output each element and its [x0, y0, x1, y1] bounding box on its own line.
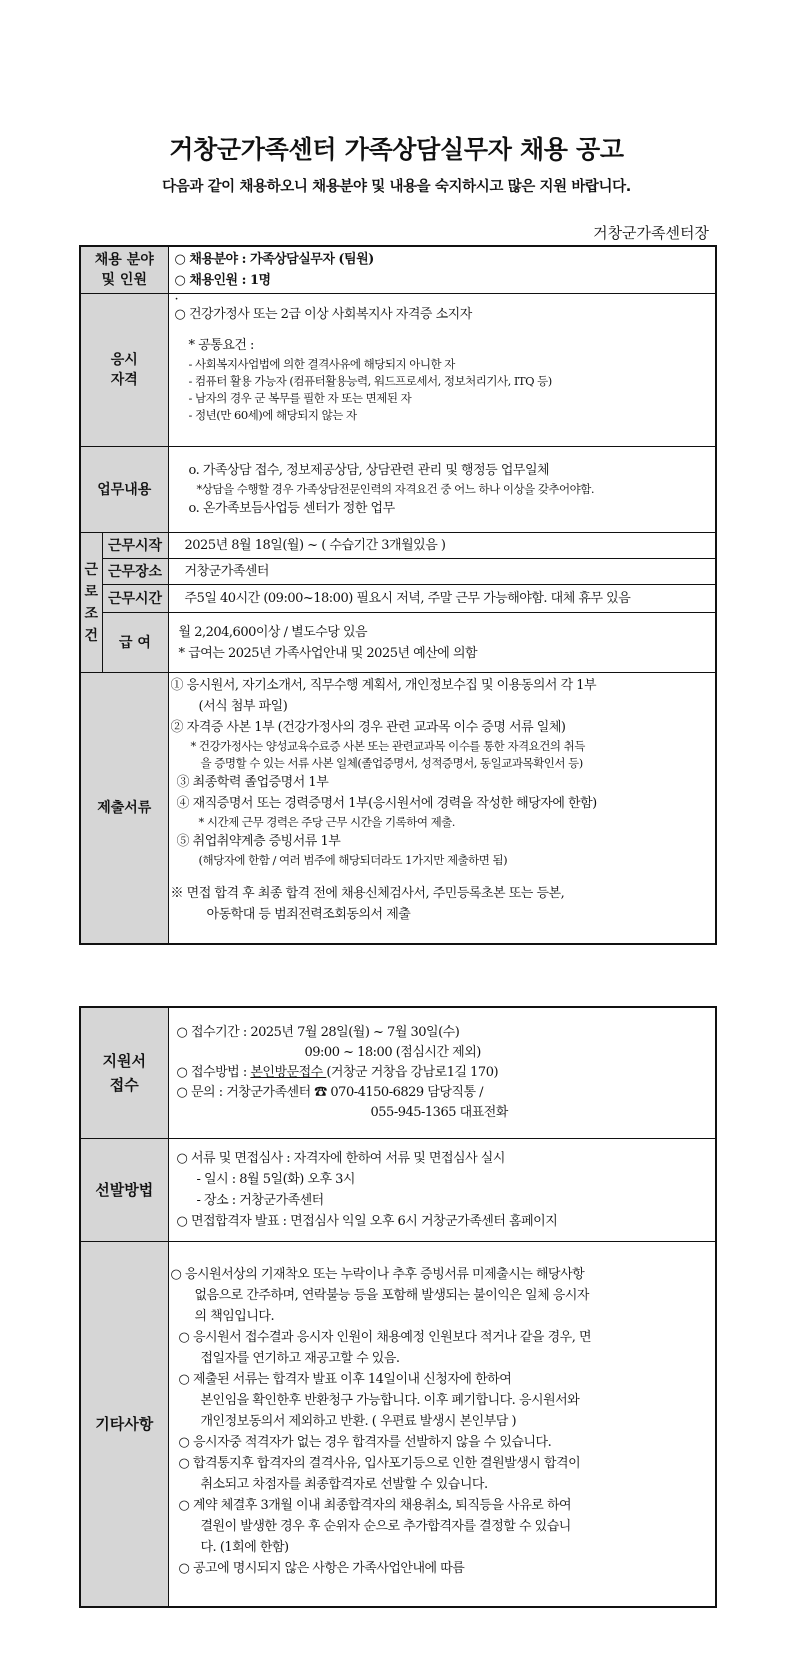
hours-value: 주5일 40시간 (09:00~18:00) 필요시 저녁, 주말 근무 가능해야함. 대체 휴무 있음 [168, 585, 716, 613]
duty-content: o. 가족상담 접수, 정보제공상담, 상담관련 관리 및 행정등 업무일체 *상담을 수행할 경우 가족상담전문인력의 자격요건 중 어느 하나 이상을 갖추어야함. o. 온가족보듬사업등 센터가 정한 업무 [168, 447, 716, 533]
conditions-group-label: 근로조건 [80, 533, 102, 673]
pay-value: 월 2,204,600이상 / 별도수당 있음 * 급여는 2025년 가족사업안내 및 2025년 예산에 의함 [168, 613, 716, 673]
place-value: 거창군가족센터 [168, 559, 716, 585]
qualification-content: · ○ 건강가정사 또는 2급 이상 사회복지사 자격증 소지자 * 공통요건 : - 사회복지사업법에 의한 결격사유에 해당되지 아니한 자 - 컴퓨터 활용 가능자 (컴퓨터활용능력, 워드프로세서, 정보처리기사, ITQ 등) - 남자의 경우 군 복무를 필한 자 또는 면제된 자 - 정년(만 60세)에 해당되지 않는 자 [168, 294, 716, 447]
apply-row [80, 1007, 716, 1138]
duty-row [80, 447, 716, 533]
qualification-row [80, 294, 716, 447]
field-label: 채용 분야 및 인원 [80, 246, 168, 294]
duty-label: 업무내용 [80, 447, 168, 533]
start-label: 근무시작 [102, 533, 168, 559]
hours-label: 근무시간 [102, 585, 168, 613]
place-label: 근무장소 [102, 559, 168, 585]
qualification-label: 응시 자격 [80, 294, 168, 447]
docs-content: ① 응시원서, 자기소개서, 직무수행 계획서, 개인정보수집 및 이용동의서 각 1부 (서식 첨부 파일) ② 자격증 사본 1부 (건강가정사의 경우 관련 교과목 이수 증명 서류 일체) * 건강가정사는 양성교육수료증 사본 또는 관련교과목 이수를 통한 자격요건의 취득 을 증명할 수 있는 서류 사본 일체(졸업증명서, 성적증명서, 동일교과목확인서 등) ③ 최종학력 졸업증명서 1부 ④ 재직증명서 또는 경력증명서 1부(응시원서에 경력을 작성한 해당자에 한함) * 시간제 근무 경력은 주당 근무 시간을 기록하여 제출. ⑤ 취업취약계층 증빙서류 1부 (해당자에 한함 / 여러 범주에 해당되더라도 1가지만 제출하면 됨) ※ 면접 합격 후 최종 합격 전에 채용신체검사서, 주민등록초본 또는 등본, 아동학대 등 범죄전력조회동의서 제출 [168, 673, 716, 944]
visit-application-method: 본인방문접수 [250, 1064, 327, 1080]
pay-row [80, 613, 716, 673]
application-table [79, 1006, 717, 1608]
start-row [80, 533, 716, 559]
other-content: ○ 응시원서상의 기재착오 또는 누락이나 추후 증빙서류 미제출시는 해당사항 없음으로 간주하며, 연락불능 등을 포함해 발생되는 불이익은 일체 응시자 의 책임입니다. ○ 응시원서 접수결과 응시자 인원이 채용예정 인원보다 적거나 같을 경우, 면 접일자를 연기하고 재공고할 수 있음. ○ 제출된 서류는 합격자 발표 이후 14일이내 신청자에 한하여 본인임을 확인한후 반환청구 가능합니다. 이후 폐기합니다. 응시원서와 개인정보동의서 제외하고 반환. ( 우편료 발생시 본인부담 ) ○ 응시자중 적격자가 없는 경우 합격자를 선발하지 않을 수 있습니다. ○ 합격통지후 합격자의 결격사유, 입사포기등으로 인한 결원발생시 합격이 취소되고 차점자를 최종합격자로 선발할 수 있습니다. ○ 계약 체결후 3개월 이내 최종합격자의 채용취소, 퇴직등을 사유로 하여 결원이 발생한 경우 후 순위자 순으로 추가합격자를 결정할 수 있습니 다. (1회에 한함) ○ 공고에 명시되지 않은 사항은 가족사업안내에 따름 [168, 1241, 716, 1607]
hours-row [80, 585, 716, 613]
other-label: 기타사항 [80, 1241, 168, 1607]
docs-row [80, 673, 716, 944]
selection-content: ○ 서류 및 면접심사 : 자격자에 한하여 서류 및 면접심사 실시 - 일시 : 8월 5일(화) 오후 3시 - 장소 : 거창군가족센터 ○ 면접합격자 발표 : 면접심사 익일 오후 6시 거창군가족센터 홈페이지 [168, 1138, 716, 1241]
apply-label: 지원서 접수 [80, 1007, 168, 1138]
docs-label: 제출서류 [80, 673, 168, 944]
issuer-name: 거창군가족센터장 [593, 224, 709, 242]
start-value: 2025년 8월 18일(월) ~ ( 수습기간 3개월있음 ) [168, 533, 716, 559]
place-row [80, 559, 716, 585]
field-content: ○ 채용분야 : 가족상담실무자 (팀원) ○ 채용인원 : 1명 [168, 246, 716, 294]
pay-label: 급 여 [102, 613, 168, 673]
page-subtitle: 다음과 같이 채용하오니 채용분야 및 내용을 숙지하시고 많은 지원 바랍니다. [162, 179, 631, 195]
selection-row [80, 1138, 716, 1241]
recruitment-table [79, 245, 717, 945]
field-row [80, 246, 716, 294]
selection-label: 선발방법 [80, 1138, 168, 1241]
apply-content: ○ 접수기간 : 2025년 7월 28일(월) ~ 7월 30일(수) 09:00 ~ 18:00 (점심시간 제외) ○ 접수방법 : 본인방문접수 (거창군 거창읍 강남로1길 170) ○ 문의 : 거창군가족센터 ☎ 070-4150-6829 담당직통 / 055-945-1365 대표전화 [168, 1007, 716, 1138]
other-row [80, 1241, 716, 1607]
page-title: 거창군가족센터 가족상담실무자 채용 공고 [169, 135, 624, 164]
